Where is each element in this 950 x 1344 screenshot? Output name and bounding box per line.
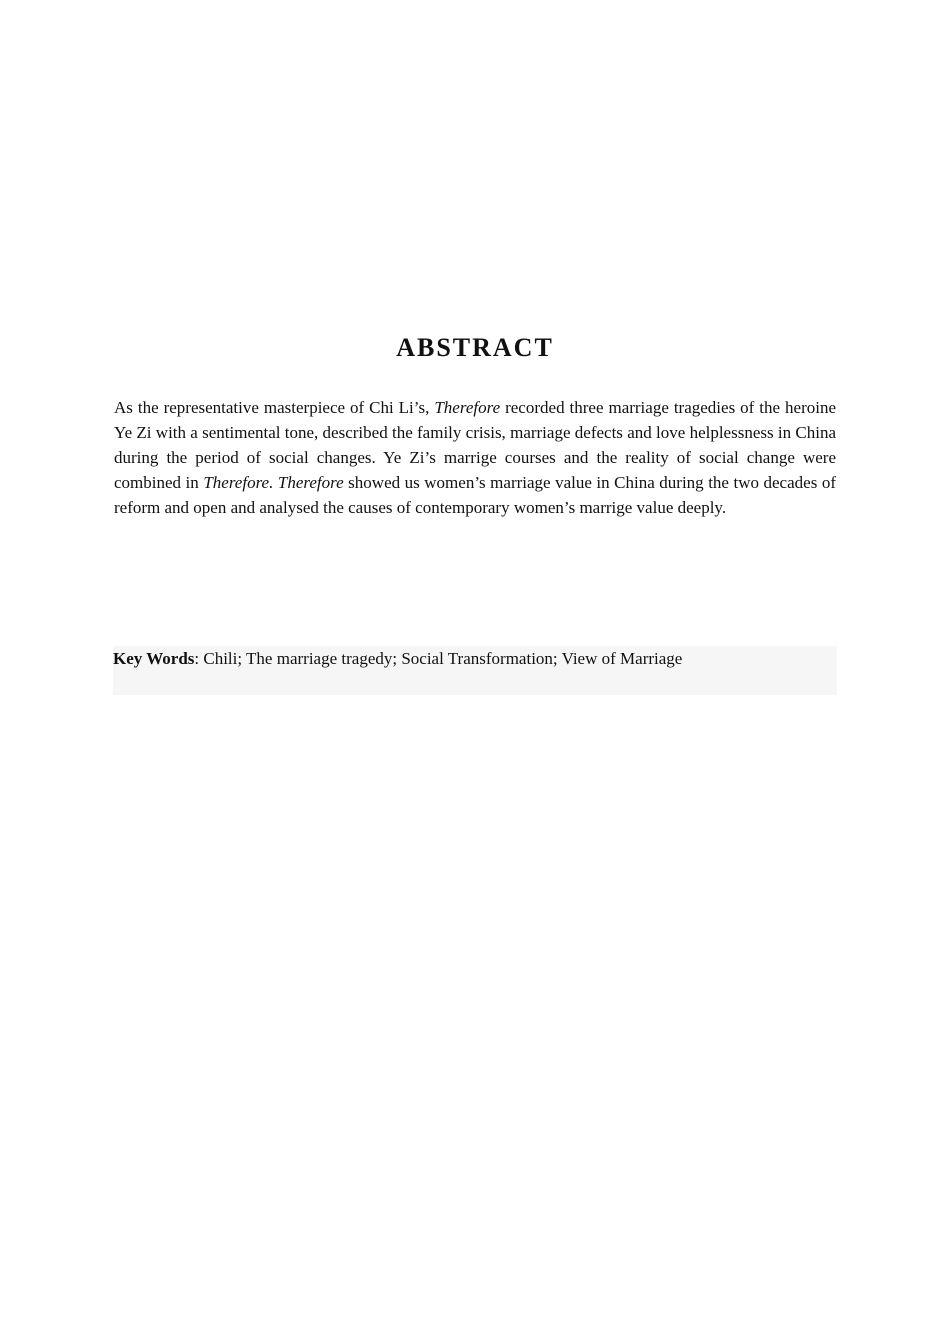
keywords-separator: : bbox=[194, 649, 204, 668]
abstract-italic-title-1: Therefore bbox=[434, 398, 501, 417]
keywords-paragraph bbox=[113, 646, 837, 695]
keywords-text: Chili; The marriage tragedy; Social Transformation; View of Marriage bbox=[203, 649, 683, 668]
abstract-text-1: As the representative masterpiece of Chi Li’s, bbox=[114, 398, 435, 417]
abstract-title: ABSTRACT bbox=[396, 333, 554, 362]
abstract-italic-title-2: Therefore. Therefore bbox=[203, 473, 344, 492]
abstract-text-3: showed us women’s marriage value in China during the two decades of reform and open and analysed the causes of contemporary women’s marrige value deeply. bbox=[114, 473, 836, 517]
abstract-text-2: recorded three marriage tragedies of the heroine Ye Zi with a sentimental tone, described the family crisis, marriage defects and love helplessness in China during the period of social changes. Ye Zi’s marrige courses and the reality of social change were combined in bbox=[114, 398, 836, 492]
abstract-paragraph bbox=[114, 395, 836, 520]
keywords-label: Key Words bbox=[113, 649, 195, 668]
